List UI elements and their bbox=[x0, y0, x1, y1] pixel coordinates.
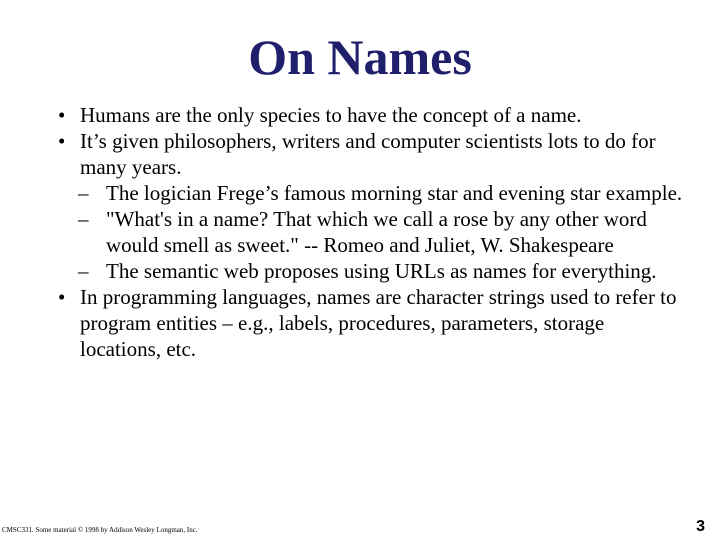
bullet-list bbox=[58, 102, 688, 362]
bullet-item bbox=[58, 128, 688, 180]
bullet-marker: • bbox=[58, 285, 66, 309]
bullet-text: It’s given philosophers, writers and computer scientists lots to do for many years. bbox=[80, 129, 656, 179]
sub-bullet-item bbox=[58, 180, 688, 206]
dash-marker: – bbox=[78, 181, 89, 205]
sub-bullet-text: The logician Frege’s famous morning star and evening star example. bbox=[106, 181, 683, 205]
bullet-marker: • bbox=[58, 129, 66, 153]
bullet-item bbox=[58, 284, 688, 362]
sub-bullet-item bbox=[58, 206, 688, 258]
slide-title: On Names bbox=[248, 29, 472, 85]
sub-bullet-text: The semantic web proposes using URLs as names for everything. bbox=[106, 259, 657, 283]
page-number: 3 bbox=[696, 518, 705, 535]
footer-copyright: CMSC331. Some material © 1998 by Addison Wesley Longman, Inc. bbox=[2, 526, 198, 534]
bullet-marker: • bbox=[58, 103, 66, 127]
bullet-text: In programming languages, names are character strings used to refer to program entities – e.g., labels, procedures, parameters, storage locations, etc. bbox=[80, 285, 677, 361]
sub-bullet-item bbox=[58, 258, 688, 284]
dash-marker: – bbox=[78, 259, 89, 283]
bullet-text: Humans are the only species to have the concept of a name. bbox=[80, 103, 582, 127]
dash-marker: – bbox=[78, 207, 89, 231]
bullet-item bbox=[58, 102, 688, 128]
sub-bullet-text: "What's in a name? That which we call a rose by any other word would smell as sweet." -- Romeo and Juliet, W. Shakespeare bbox=[106, 207, 647, 257]
